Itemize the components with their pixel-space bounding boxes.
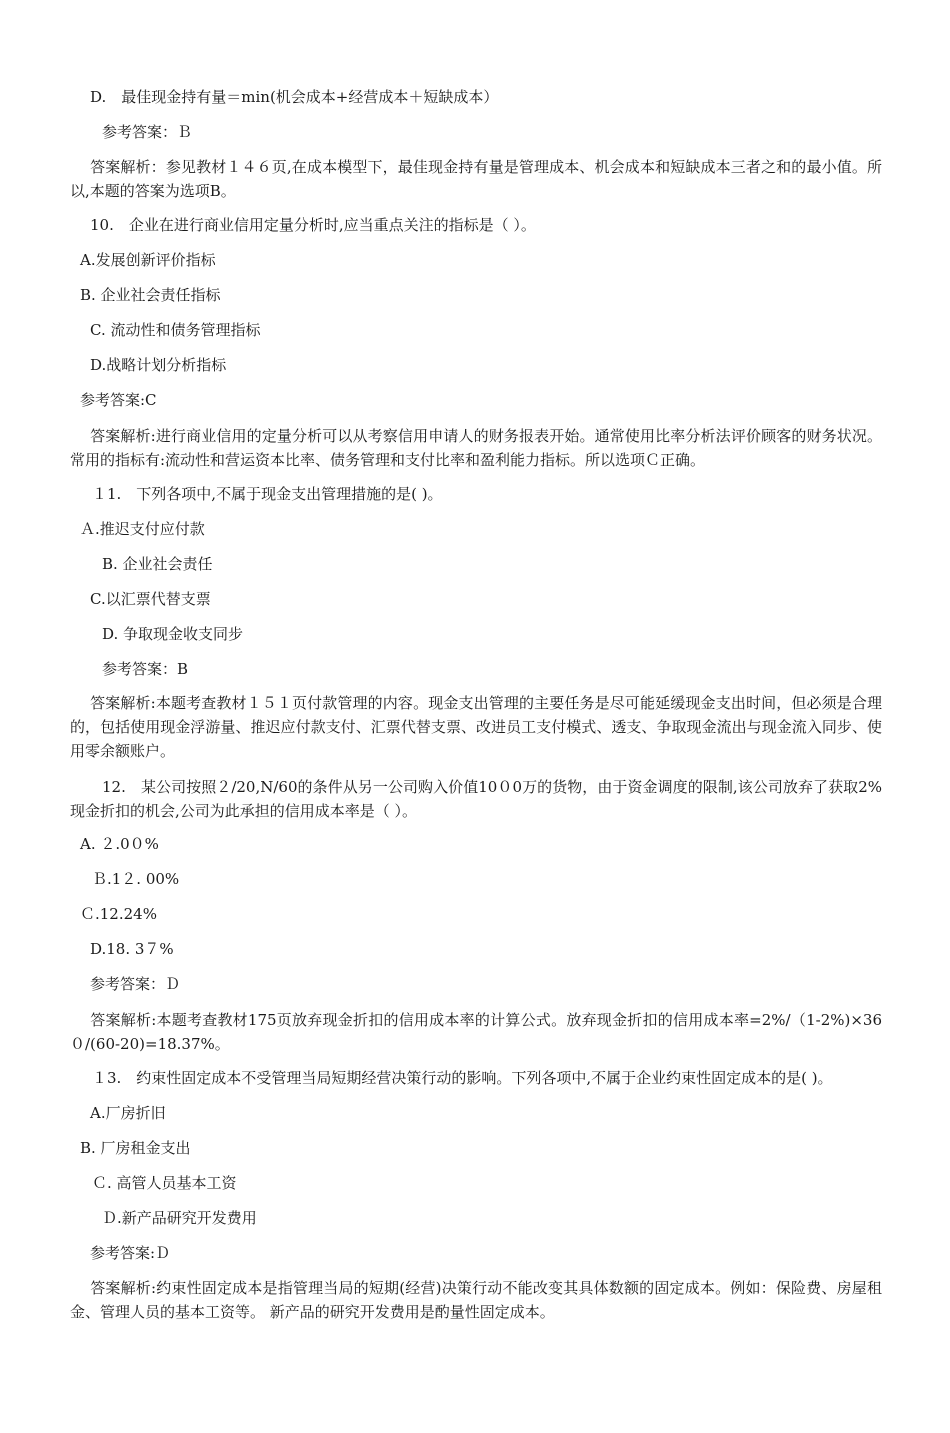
q9-option-d: D. 最佳现金持有量＝min(机会成本+经营成本＋短缺成本） <box>90 88 499 106</box>
q9-reference-answer: 参考答案：Ｂ <box>102 123 193 141</box>
q12-option-d: D.18. 3７% <box>90 940 174 958</box>
q11-option-a: Ａ.推迟支付应付款 <box>80 520 205 538</box>
q12-reference-answer: 参考答案：Ｄ <box>90 975 181 993</box>
q12-option-b: Ｂ.1２. 00% <box>92 870 180 888</box>
q10-reference-answer: 参考答案:C <box>80 391 157 409</box>
q13-option-c: Ｃ. 高管人员基本工资 <box>92 1174 237 1192</box>
q10-option-c: C. 流动性和债务管理指标 <box>90 321 261 339</box>
q10-option-d: D.战略计划分析指标 <box>90 356 227 374</box>
q13-option-a: A.厂房折旧 <box>90 1104 166 1122</box>
q11-option-b: B. 企业社会责任 <box>102 555 213 573</box>
q13-reference-answer: 参考答案:Ｄ <box>90 1244 171 1262</box>
q10-explanation: 答案解析:进行商业信用的定量分析可以从考察信用申请人的财务报表开始。通常使用比率分析法评价顾客的财务状况。常用的指标有:流动性和营运资本比率、债务管理和支付比率和盈利能力指标。所以选项Ｃ正确。 <box>70 427 882 469</box>
q13-explanation: 答案解析:约束性固定成本是指管理当局的短期(经营)决策行动不能改变其具体数额的固定成本。例如：保险费、房屋租金、管理人员的基本工资等。 新产品的研究开发费用是酌量性固定成本。 <box>70 1279 882 1321</box>
q11-question: １1. 下列各项中,不属于现金支出管理措施的是( )。 <box>92 485 443 503</box>
q12-option-c: Ｃ.12.24% <box>80 905 157 923</box>
q12-question: 12. 某公司按照２/20,N/60的条件从另一公司购入价值10０0万的货物，由于资金调度的限制,该公司放弃了获取2%现金折扣的机会,公司为此承担的信用成本率是（ ）。 <box>70 778 882 820</box>
q11-option-d: D. 争取现金收支同步 <box>102 625 244 643</box>
q13-question: １3. 约束性固定成本不受管理当局短期经营决策行动的影响。下列各项中,不属于企业约束性固定成本的是( )。 <box>92 1069 833 1087</box>
q13-option-d: Ｄ.新产品研究开发费用 <box>102 1209 257 1227</box>
q13-option-b: B. 厂房租金支出 <box>80 1139 191 1157</box>
q11-reference-answer: 参考答案：B <box>102 660 189 678</box>
q10-option-a: A.发展创新评价指标 <box>80 251 216 269</box>
q12-option-a: A. ２.0０% <box>80 835 159 853</box>
q11-option-c: C.以汇票代替支票 <box>90 590 211 608</box>
q12-explanation: 答案解析:本题考查教材175页放弃现金折扣的信用成本率的计算公式。放弃现金折扣的信用成本率=2%/（1-2%)×36０/(60-20)=18.37%。 <box>70 1011 882 1053</box>
q10-option-b: B. 企业社会责任指标 <box>80 286 221 304</box>
q11-explanation: 答案解析:本题考查教材１５１页付款管理的内容。现金支出管理的主要任务是尽可能延缓现金支出时间，但必须是合理的，包括使用现金浮游量、推迟应付款支付、汇票代替支票、改进员工支付模式、透支、争取现金流出与现金流入同步、使用零余额账户。 <box>70 694 882 760</box>
q10-question: 10. 企业在进行商业信用定量分析时,应当重点关注的指标是（ ）。 <box>90 216 536 234</box>
q9-explanation: 答案解析：参见教材１４６页,在成本模型下，最佳现金持有量是管理成本、机会成本和短缺成本三者之和的最小值。所以,本题的答案为选项B。 <box>70 158 882 200</box>
